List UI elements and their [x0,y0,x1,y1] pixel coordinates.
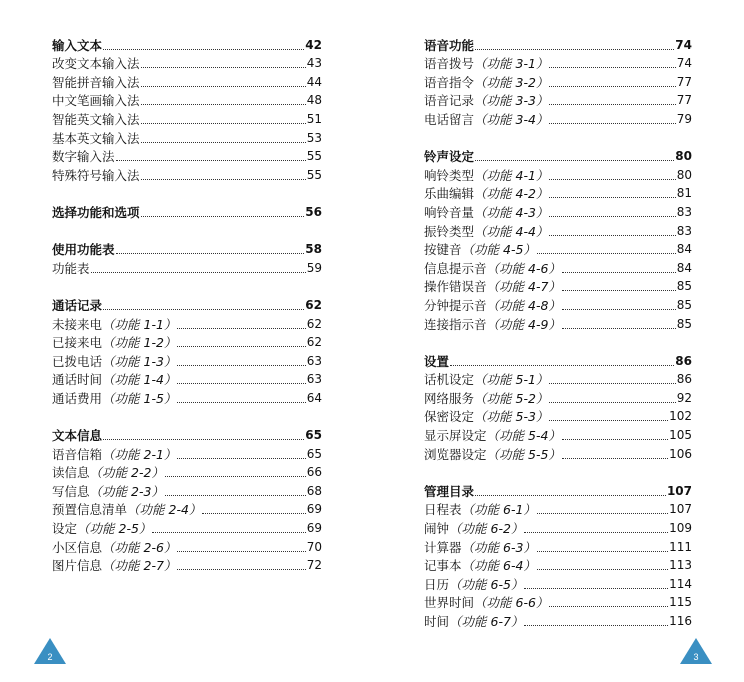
entry-function-code: （功能 4-1） [474,167,549,183]
entry-page-number: 56 [305,204,322,219]
toc-section [52,34,322,183]
entry-title: 语音记录 [424,93,475,109]
entry-page-number: 114 [669,576,692,591]
toc-entry[interactable] [52,146,322,165]
toc-entry[interactable] [424,517,692,536]
toc-entry[interactable] [424,239,692,258]
toc-entry[interactable] [52,90,322,109]
toc-section-heading[interactable] [52,424,322,443]
toc-entry[interactable] [424,53,692,72]
entry-function-code: （功能 6-4） [461,558,536,574]
toc-entry[interactable] [424,499,692,518]
entry-function-code: （功能 2-4） [127,502,202,518]
entry-title: 记事本 [424,558,462,574]
dot-leader [537,253,676,254]
dot-leader [177,458,305,459]
entry-page-number: 77 [676,74,692,89]
entry-title: 操作错误音 [424,279,487,295]
toc-section [52,201,322,220]
entry-function-code: （功能 2-2） [89,465,164,481]
entry-page-number: 44 [306,74,322,89]
entry-function-code: （功能 1-5） [102,390,177,406]
entry-title: 乐曲编辑 [424,186,475,202]
entry-page-number: 55 [306,149,322,164]
toc-entry[interactable] [424,164,692,183]
dot-leader [549,235,675,236]
entry-function-code: （功能 1-2） [102,335,177,351]
entry-page-number: 85 [676,279,692,294]
toc-entry[interactable] [424,536,692,555]
dot-leader [475,495,666,496]
toc-section [424,34,692,127]
entry-page-number: 107 [666,483,692,498]
dot-leader [141,142,306,143]
entry-function-code: （功能 3-3） [474,93,549,109]
entry-page-number: 59 [306,260,322,275]
toc-section [52,294,322,406]
toc-section [424,146,692,332]
section-gap [52,276,322,295]
toc-section-heading[interactable] [52,294,322,313]
dot-leader [549,67,675,68]
entry-page-number: 86 [676,372,692,387]
entry-title: 语音指令 [424,74,475,90]
entry-function-code: （功能 6-3） [461,539,536,555]
entry-title: 特殊符号输入法 [52,167,140,183]
entry-page-number: 113 [669,558,692,573]
toc-entry[interactable] [424,201,692,220]
dot-leader [141,67,306,68]
entry-page-number: 74 [676,56,692,71]
entry-title: 中文笔画输入法 [52,93,140,109]
toc-right-column [424,34,692,629]
entry-page-number: 77 [676,93,692,108]
entry-title: 通话记录 [52,297,103,313]
entry-title: 显示屏设定 [424,428,487,444]
entry-page-number: 65 [306,446,322,461]
entry-title: 设定 [52,521,78,537]
dot-leader [475,49,674,50]
entry-page-number: 62 [306,335,322,350]
entry-function-code: （功能 4-4） [474,223,549,239]
entry-function-code: （功能 1-3） [102,353,177,369]
entry-title: 信息提示音 [424,260,487,276]
toc-entry[interactable] [52,536,322,555]
page-number-left: 2 [47,652,53,662]
entry-page-number: 80 [676,167,692,182]
entry-title: 选择功能和选项 [52,204,140,220]
entry-page-number: 84 [676,242,692,257]
entry-page-number: 111 [669,539,692,554]
toc-entry[interactable] [424,313,692,332]
dot-leader [562,439,668,440]
entry-function-code: （功能 3-2） [474,74,549,90]
entry-title: 保密设定 [424,409,475,425]
entry-page-number: 62 [306,316,322,331]
toc-entry[interactable] [424,90,692,109]
entry-page-number: 55 [306,167,322,182]
entry-page-number: 63 [306,353,322,368]
dot-leader [165,476,306,477]
entry-title: 未接来电 [52,316,103,332]
toc-entry[interactable] [52,387,322,406]
entry-title: 预置信息清单 [52,502,128,518]
entry-title: 电话留言 [424,111,475,127]
entry-page-number: 84 [676,260,692,275]
toc-entry[interactable] [424,257,692,276]
entry-function-code: （功能 4-9） [486,316,561,332]
toc-entry[interactable] [52,462,322,481]
entry-title: 计算器 [424,539,462,555]
entry-title: 网络服务 [424,390,475,406]
entry-title: 设置 [424,353,450,369]
entry-page-number: 105 [669,428,692,443]
dot-leader [537,513,668,514]
entry-title: 铃声设定 [424,149,475,165]
entry-title: 使用功能表 [52,242,115,258]
toc-entry[interactable] [424,406,692,425]
toc-entry[interactable] [52,164,322,183]
toc-section-heading[interactable] [52,34,322,53]
toc-entry[interactable] [424,387,692,406]
dot-leader [116,253,305,254]
toc-entry[interactable] [424,108,692,127]
toc-entry[interactable] [52,53,322,72]
page-number-right: 3 [693,652,699,662]
entry-function-code: （功能 6-2） [449,521,524,537]
entry-function-code: （功能 5-2） [474,390,549,406]
dot-leader [141,104,306,105]
entry-page-number: 70 [306,539,322,554]
entry-title: 输入文本 [52,37,103,53]
dot-leader [537,551,668,552]
entry-page-number: 81 [676,186,692,201]
toc-section-heading[interactable] [52,201,322,220]
toc-entry[interactable] [52,350,322,369]
toc-entry[interactable] [424,71,692,90]
entry-function-code: （功能 4-8） [486,297,561,313]
entry-function-code: （功能 2-7） [102,558,177,574]
toc-section-heading[interactable] [424,34,692,53]
entry-title: 写信息 [52,483,90,499]
entry-page-number: 83 [676,204,692,219]
entry-title: 文本信息 [52,428,103,444]
dot-leader [177,402,305,403]
toc-section-heading[interactable] [424,480,692,499]
entry-page-number: 69 [306,521,322,536]
toc-section [52,424,322,573]
toc-left-column [52,34,322,573]
entry-page-number: 69 [306,502,322,517]
toc-entry[interactable] [52,71,322,90]
entry-function-code: （功能 4-2） [474,186,549,202]
entry-title: 语音信箱 [52,446,103,462]
entry-function-code: （功能 5-3） [474,409,549,425]
dot-leader [562,272,676,273]
dot-leader [549,104,675,105]
toc-entry[interactable] [424,443,692,462]
dot-leader [177,383,305,384]
dot-leader [141,216,305,217]
dot-leader [524,532,668,533]
dot-leader [562,290,676,291]
dot-leader [103,49,304,50]
dot-leader [177,365,305,366]
entry-page-number: 63 [306,372,322,387]
toc-section-heading[interactable] [424,146,692,165]
dot-leader [549,197,675,198]
entry-function-code: （功能 6-5） [449,576,524,592]
dot-leader [549,606,668,607]
entry-title: 语音拨号 [424,56,475,72]
section-gap [52,406,322,425]
dot-leader [177,569,305,570]
entry-page-number: 74 [675,37,692,52]
dot-leader [475,160,674,161]
entry-function-code: （功能 6-7） [449,614,524,629]
toc-entry[interactable] [52,480,322,499]
toc-section-heading[interactable] [424,350,692,369]
entry-title: 日历 [424,576,450,592]
toc-entry[interactable] [424,276,692,295]
toc-entry[interactable] [52,499,322,518]
entry-title: 世界时间 [424,595,475,611]
toc-entry[interactable] [52,369,322,388]
toc-entry[interactable] [52,443,322,462]
dot-leader [141,86,306,87]
dot-leader [116,160,306,161]
entry-function-code: （功能 5-5） [486,446,561,462]
entry-title: 话机设定 [424,372,475,388]
entry-title: 功能表 [52,260,90,276]
entry-page-number: 65 [305,428,322,443]
entry-function-code: （功能 4-3） [474,204,549,220]
entry-page-number: 106 [669,446,692,461]
dot-leader [549,402,675,403]
entry-title: 图片信息 [52,558,103,574]
entry-page-number: 48 [306,93,322,108]
entry-title: 语音功能 [424,37,475,53]
toc-entry[interactable] [424,424,692,443]
entry-title: 管理目录 [424,483,475,499]
entry-function-code: （功能 5-4） [486,428,561,444]
entry-title: 通话费用 [52,390,103,406]
entry-title: 时间 [424,614,450,629]
dot-leader [562,458,668,459]
dot-leader [562,309,676,310]
entry-page-number: 85 [676,316,692,331]
dot-leader [103,309,304,310]
entry-title: 通话时间 [52,372,103,388]
dot-leader [152,532,305,533]
entry-title: 读信息 [52,465,90,481]
section-gap [424,332,692,351]
toc-entry[interactable] [52,555,322,574]
entry-page-number: 107 [669,502,692,517]
entry-page-number: 53 [306,130,322,145]
entry-page-number: 85 [676,297,692,312]
entry-title: 响铃音量 [424,204,475,220]
dot-leader [549,216,675,217]
dot-leader [165,495,306,496]
entry-function-code: （功能 6-1） [461,502,536,518]
entry-title: 分钟提示音 [424,297,487,313]
entry-title: 已接来电 [52,335,103,351]
entry-function-code: （功能 1-4） [102,372,177,388]
entry-title: 按键音 [424,242,462,258]
dot-leader [562,328,676,329]
dot-leader [103,439,304,440]
entry-title: 已拨电话 [52,353,103,369]
dot-leader [524,588,668,589]
entry-page-number: 86 [675,353,692,368]
toc-section-heading[interactable] [52,239,322,258]
entry-page-number: 109 [669,521,692,536]
entry-title: 改变文本输入法 [52,56,140,72]
entry-function-code: （功能 6-6） [474,595,549,611]
toc-entry[interactable] [424,183,692,202]
dot-leader [450,365,674,366]
toc-entry[interactable] [424,220,692,239]
section-gap [52,220,322,239]
entry-page-number: 42 [305,37,322,52]
dot-leader [524,625,668,626]
toc-entry[interactable] [52,332,322,351]
dot-leader [91,272,306,273]
entry-function-code: （功能 4-7） [486,279,561,295]
toc-entry[interactable] [424,294,692,313]
dot-leader [141,179,306,180]
toc-section [424,480,692,629]
section-gap [424,127,692,146]
dot-leader [177,328,305,329]
toc-entry[interactable] [52,517,322,536]
toc-section [424,350,692,462]
entry-page-number: 92 [676,390,692,405]
entry-title: 闹钟 [424,521,450,537]
entry-page-number: 116 [669,614,692,628]
entry-function-code: （功能 2-5） [77,521,152,537]
dot-leader [549,179,675,180]
entry-function-code: （功能 3-1） [474,56,549,72]
dot-leader [549,123,675,124]
entry-function-code: （功能 2-1） [102,446,177,462]
entry-title: 智能英文输入法 [52,111,140,127]
toc-entry[interactable] [52,313,322,332]
dot-leader [177,346,305,347]
dot-leader [549,420,668,421]
entry-page-number: 64 [306,390,322,405]
section-gap [424,462,692,481]
toc-entry[interactable] [424,610,692,629]
entry-function-code: （功能 3-4） [474,111,549,127]
entry-page-number: 115 [669,595,692,610]
dot-leader [537,569,668,570]
entry-title: 基本英文输入法 [52,130,140,146]
entry-page-number: 68 [306,483,322,498]
toc-entry[interactable] [424,369,692,388]
entry-title: 响铃类型 [424,167,475,183]
dot-leader [549,383,675,384]
toc-entry[interactable] [52,108,322,127]
entry-function-code: （功能 1-1） [102,316,177,332]
toc-entry[interactable] [424,592,692,611]
toc-entry[interactable] [424,573,692,592]
section-gap [52,183,322,202]
entry-page-number: 72 [306,558,322,573]
entry-page-number: 66 [306,465,322,480]
entry-page-number: 80 [675,149,692,164]
entry-function-code: （功能 2-3） [89,483,164,499]
toc-entry[interactable] [52,257,322,276]
entry-page-number: 62 [305,297,322,312]
dot-leader [202,513,305,514]
entry-title: 智能拼音输入法 [52,74,140,90]
dot-leader [177,551,305,552]
entry-title: 振铃类型 [424,223,475,239]
entry-page-number: 102 [669,409,692,424]
entry-function-code: （功能 4-6） [486,260,561,276]
toc-entry[interactable] [424,555,692,574]
entry-page-number: 43 [306,56,322,71]
toc-section [52,239,322,276]
entry-function-code: （功能 5-1） [474,372,549,388]
entry-title: 浏览器设定 [424,446,487,462]
entry-title: 小区信息 [52,539,103,555]
dot-leader [549,86,675,87]
entry-title: 日程表 [424,502,462,518]
entry-page-number: 83 [676,223,692,238]
entry-page-number: 51 [306,111,322,126]
entry-title: 连接指示音 [424,316,487,332]
entry-function-code: （功能 4-5） [461,242,536,258]
entry-page-number: 58 [305,242,322,257]
entry-page-number: 79 [676,111,692,126]
entry-title: 数字输入法 [52,149,115,165]
dot-leader [141,123,306,124]
toc-entry[interactable] [52,127,322,146]
entry-function-code: （功能 2-6） [102,539,177,555]
